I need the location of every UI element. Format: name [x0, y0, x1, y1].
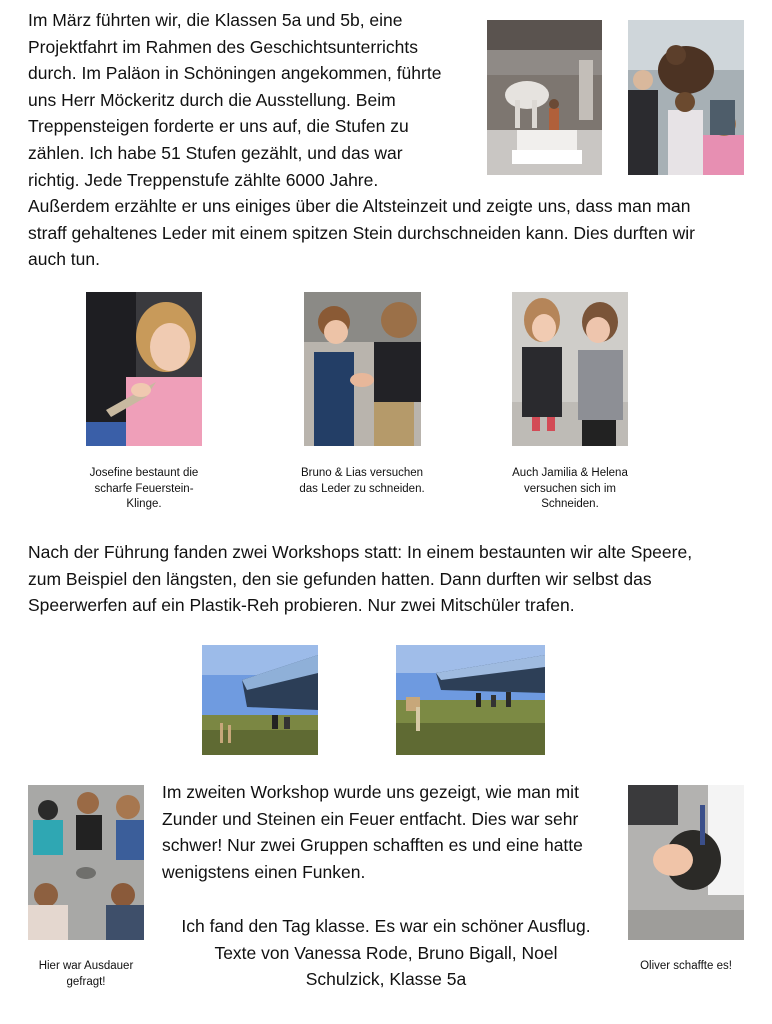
caption-line: Bruno & Lias versuchen	[300, 467, 424, 479]
caption-line: Josefine bestaunt die	[89, 467, 199, 479]
text-line: schwer! Nur zwei Gruppen schafften es und eine hatte	[162, 835, 583, 856]
josefine-flint-photo	[86, 292, 202, 446]
caption-line: Oliver schaffte es!	[640, 960, 732, 972]
children-circle-photo	[28, 785, 144, 940]
caption-line: Auch Jamilia & Helena	[512, 467, 628, 479]
caption-line: versuchen sich im	[523, 482, 617, 495]
spear-throwing-photo-2	[396, 645, 545, 755]
caption-ausdauer	[20, 959, 152, 990]
workshop2-paragraph	[162, 779, 622, 885]
spear-throwing-photo-1	[202, 645, 318, 755]
intro-paragraph-continued	[28, 193, 758, 273]
caption-jamilia-helena	[495, 466, 645, 513]
closing-paragraph	[162, 913, 610, 993]
text-line: zählen. Ich habe 51 Stufen gezählt, und das war	[28, 142, 403, 163]
caption-josefine	[70, 466, 218, 513]
text-line: Ich fand den Tag klasse. Es war ein schöner Ausflug.	[181, 916, 591, 936]
text-line: Projektfahrt im Rahmen des Geschichtsunterrichts	[28, 36, 419, 57]
text-line: auch tun.	[28, 249, 100, 270]
caption-line: gefragt!	[66, 975, 106, 988]
museum-exhibit-photo	[487, 20, 602, 175]
jamilia-helena-photo	[512, 292, 628, 446]
caption-line: Hier war Ausdauer	[38, 960, 134, 972]
caption-line: Klinge.	[126, 498, 162, 510]
text-line: Außerdem erzählte er uns einiges über die Altsteinzeit und zeigte uns, dass man man	[28, 196, 691, 216]
text-line: Treppensteigen forderte er uns auf, die Stufen zu	[28, 116, 409, 137]
text-line: straff gehaltenes Leder mit einem spitzen Stein durchschneiden kann. Dies durften wir	[28, 222, 695, 243]
text-line: Speerwerfen auf ein Plastik-Reh probieren. Nur zwei Mitschüler trafen.	[28, 595, 575, 616]
fire-making-photo	[628, 785, 744, 940]
intro-paragraph	[28, 7, 478, 193]
caption-line: scharfe Feuerstein-	[94, 482, 194, 495]
bear-exhibit-photo	[628, 20, 744, 175]
text-line: Im März führten wir, die Klassen 5a und 5b, eine	[28, 10, 403, 30]
text-line: Texte von Vanessa Rode, Bruno Bigall, Noel	[214, 942, 558, 963]
caption-oliver	[624, 959, 748, 975]
workshop1-paragraph	[28, 539, 763, 619]
text-line: Schulzick, Klasse 5a	[305, 969, 467, 990]
caption-line: das Leder zu schneiden.	[299, 482, 425, 495]
bruno-lias-photo	[304, 292, 421, 446]
text-line: Im zweiten Workshop wurde uns gezeigt, wie man mit	[162, 782, 579, 802]
text-line: Nach der Führung fanden zwei Workshops statt: In einem bestaunten wir alte Speere,	[28, 542, 693, 562]
text-line: uns Herr Möckeritz durch die Ausstellung. Beim	[28, 89, 396, 110]
text-line: richtig. Jede Treppenstufe zählte 6000 Jahre.	[28, 169, 379, 190]
caption-bruno-lias	[282, 466, 442, 497]
text-line: Zunder und Steinen ein Feuer entfacht. Dies war sehr	[162, 808, 579, 829]
text-line: wenigstens einen Funken.	[162, 861, 366, 882]
text-line: durch. Im Paläon in Schöningen angekommen, führte	[28, 63, 442, 84]
text-line: zum Beispiel den längsten, den sie gefunden hatten. Dann durften wir selbst das	[28, 568, 652, 589]
caption-line: Schneiden.	[541, 498, 599, 510]
